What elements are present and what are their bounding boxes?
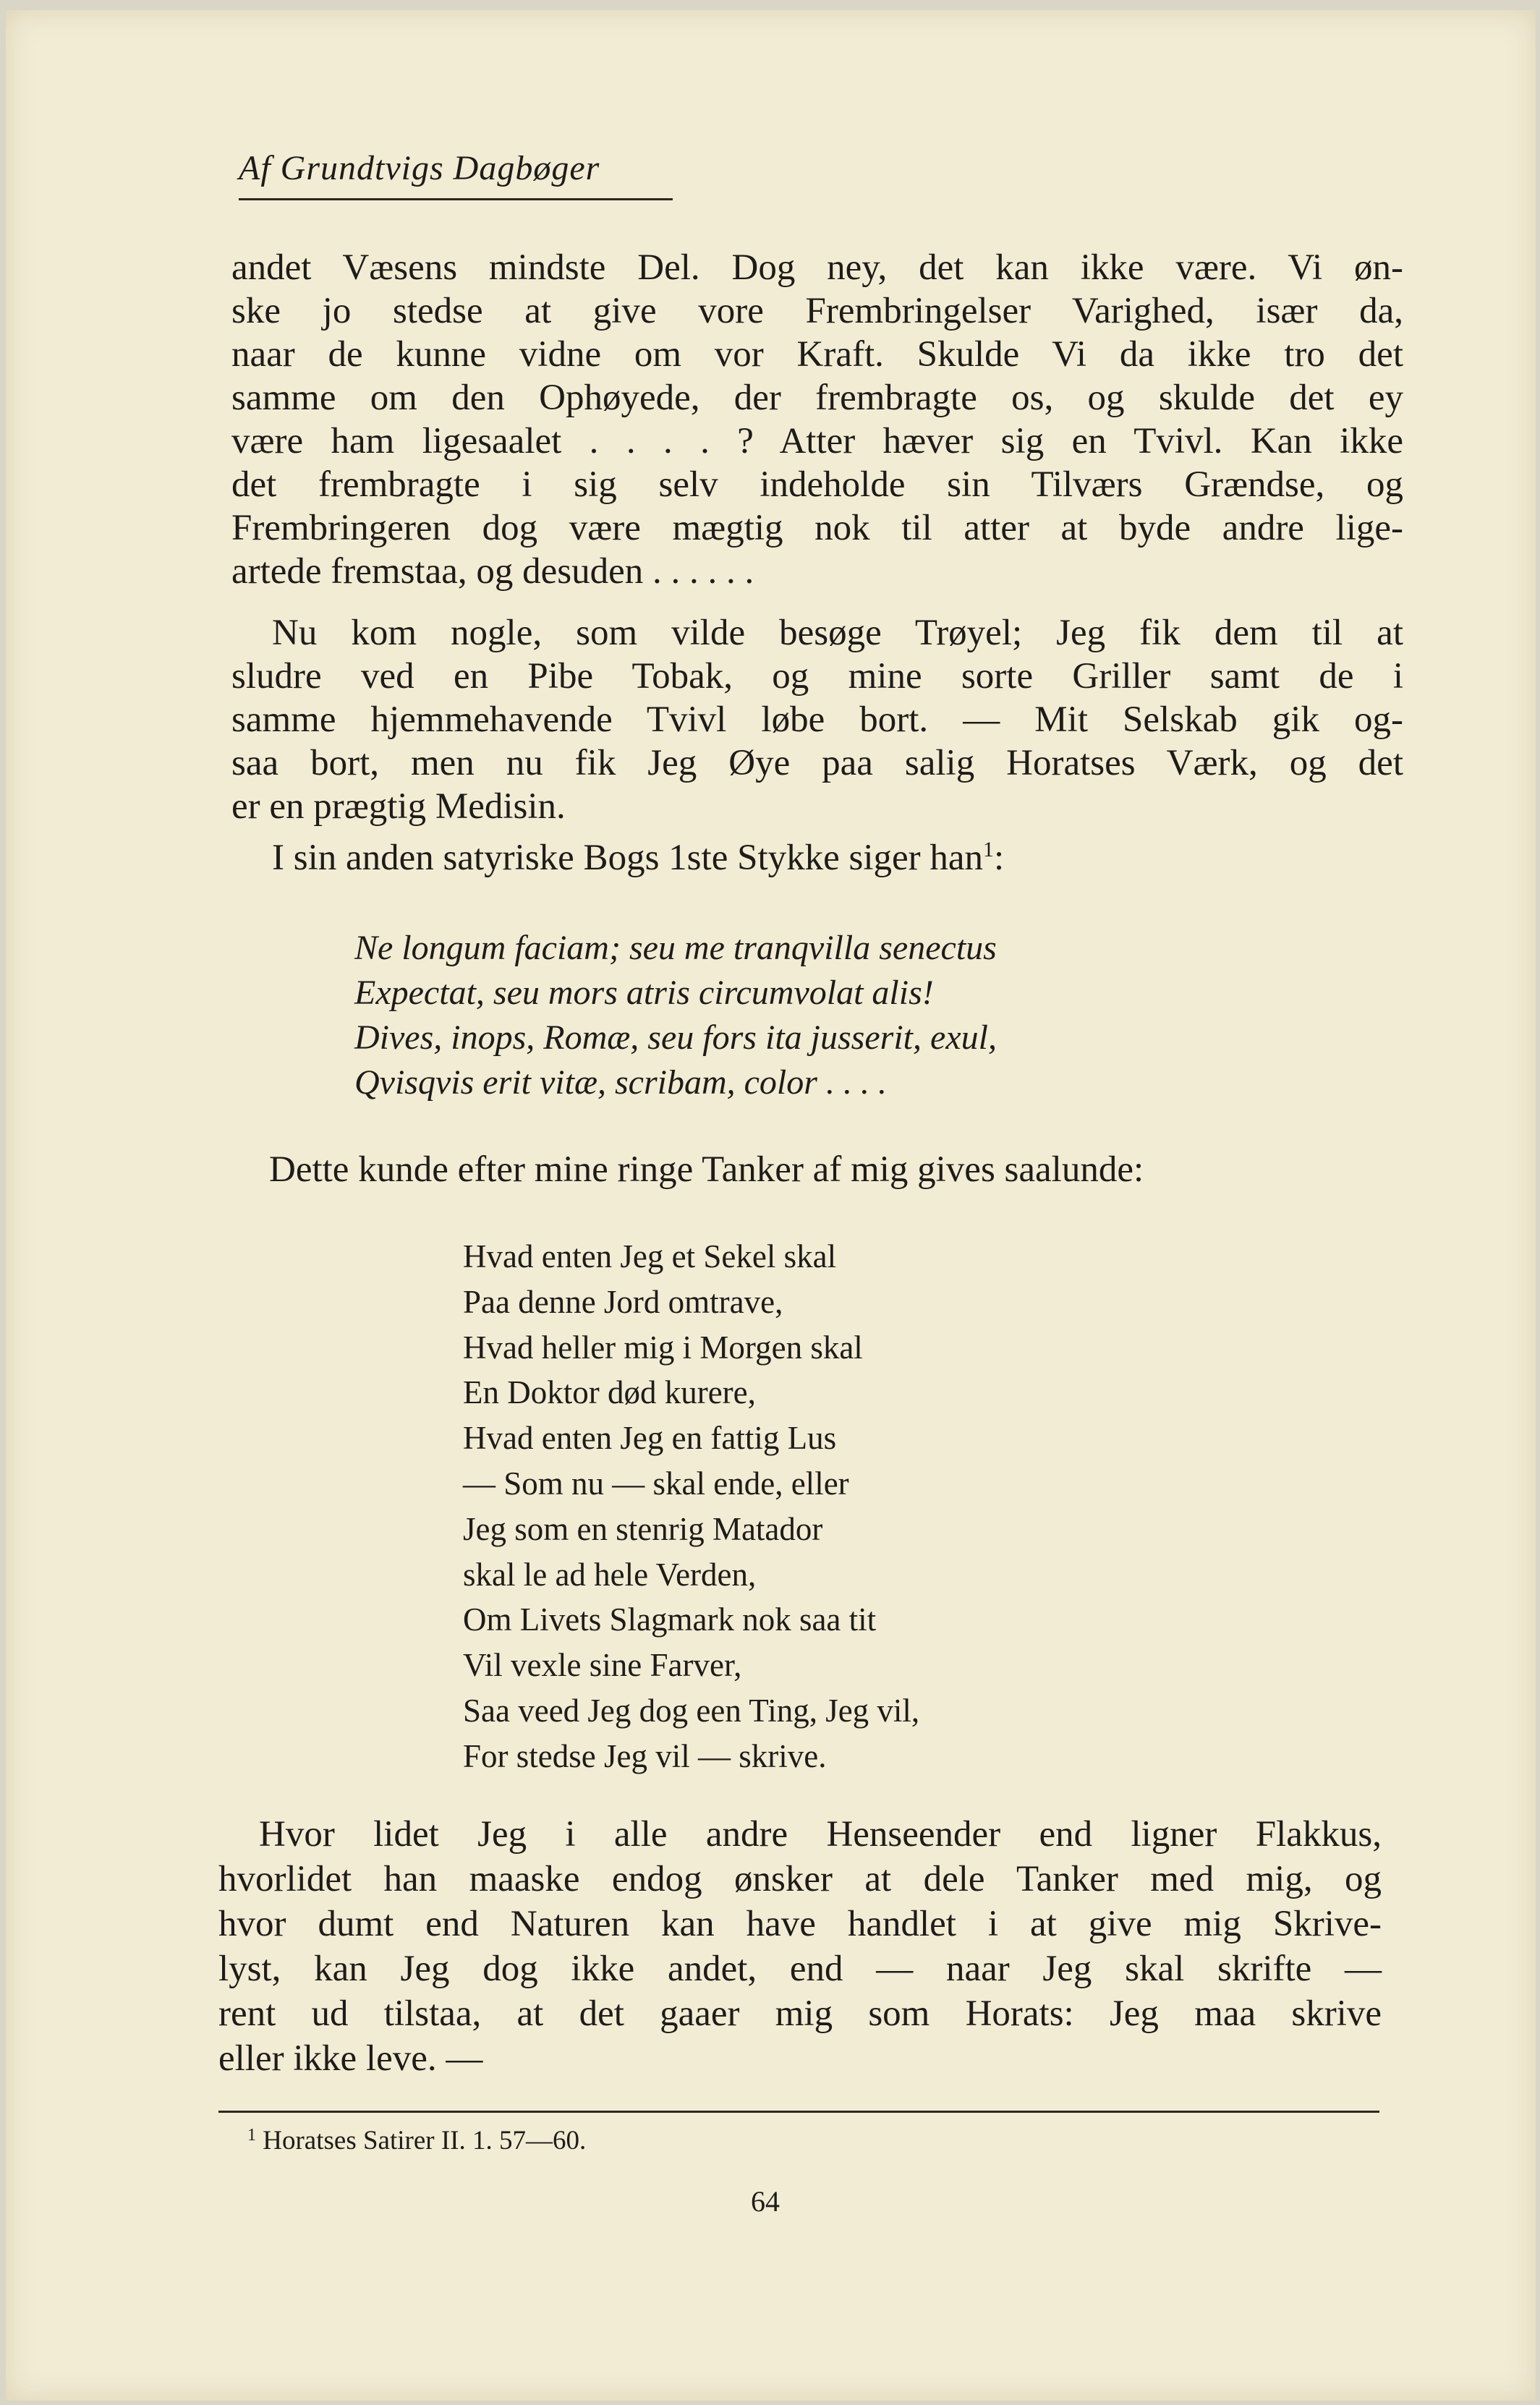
verse-line: Hvad enten Jeg en fattig Lus xyxy=(463,1420,837,1457)
text-line: Hvor lidet Jeg i alle andre Henseender end ligner Flakkus, xyxy=(259,1814,1382,1855)
verse-line: Hvad enten Jeg et Sekel skal xyxy=(463,1238,837,1274)
footnote-reference: 1 xyxy=(983,838,995,861)
paragraph-1 xyxy=(231,246,1403,593)
verse-line: Ne longum faciam; seu me tranqvilla senectus xyxy=(354,929,997,967)
verse-line: En Doktor død kurere, xyxy=(463,1374,756,1411)
verse-line: For stedse Jeg vil — skrive. xyxy=(463,1737,827,1774)
verse-line: — Som nu — skal ende, eller xyxy=(463,1465,849,1502)
page-number: 64 xyxy=(751,2185,780,2218)
verse-line: Qvisqvis erit vitæ, scribam, color . . . . xyxy=(354,1063,887,1102)
text-line: andet Væsens mindste Del. Dog ney, det kan ikke være. Vi øn- xyxy=(231,247,1403,288)
paragraph-2 xyxy=(231,611,1403,878)
text-line: være ham ligesaalet . . . . ? Atter hæver sig en Tvivl. Kan ikke xyxy=(231,421,1403,461)
footnote xyxy=(247,2125,586,2156)
footnote-rule xyxy=(218,2111,1379,2113)
verse-line: skal le ad hele Verden, xyxy=(463,1556,757,1593)
verse-line: Vil vexle sine Farver, xyxy=(463,1647,742,1684)
closing-paragraph xyxy=(218,1812,1382,2081)
text-line: saa bort, men nu fik Jeg Øye paa salig Horatses Værk, og det xyxy=(231,743,1403,783)
text-line: eller ikke leve. — xyxy=(218,2038,483,2079)
text-line: sludre ved en Pibe Tobak, og mine sorte Griller samt de i xyxy=(231,656,1403,697)
text-line: lyst, kan Jeg dog ikke andet, end — naar Jeg skal skrifte — xyxy=(218,1949,1382,1989)
transition-line: Dette kunde efter mine ringe Tanker af mig gives saalunde: xyxy=(269,1149,1144,1190)
verse-line: Paa denne Jord omtrave, xyxy=(463,1283,783,1320)
footnote-text: Horatses Satirer II. 1. 57—60. xyxy=(263,2126,587,2155)
text-line: hvor dumt end Naturen kan have handlet i at give mig Skrive- xyxy=(218,1904,1382,1944)
text-line: Frembringeren dog være mægtig nok til atter at byde andre lige- xyxy=(231,508,1403,548)
verse-line: Dives, inops, Romæ, seu fors ita jusserit, exul, xyxy=(354,1018,997,1057)
text-line: artede fremstaa, og desuden . . . . . . xyxy=(231,551,754,592)
footnote-marker: 1 xyxy=(247,2126,256,2145)
verse-line: Hvad heller mig i Morgen skal xyxy=(463,1329,863,1366)
text-line: samme hjemmehavende Tvivl løbe bort. — Mit Selskab gik og- xyxy=(231,699,1403,740)
latin-verse xyxy=(354,926,997,1105)
text-line: ske jo stedse at give vore Frembringelser Varighed, især da, xyxy=(231,291,1403,331)
text-line: det frembragte i sig selv indeholde sin Tilværs Grændse, og xyxy=(231,464,1403,505)
verse-line: Om Livets Slagmark nok saa tit xyxy=(463,1601,877,1638)
quote-intro-colon: : xyxy=(994,838,1005,878)
running-title: Af Grundtvigs Dagbøger xyxy=(239,149,600,187)
text-line: hvorlidet han maaske endog ønsker at dele Tanker med mig, og xyxy=(218,1859,1382,1899)
text-line: naar de kunne vidne om vor Kraft. Skulde Vi da ikke tro det xyxy=(231,334,1403,375)
danish-verse xyxy=(463,1234,919,1779)
text-line: rent ud tilstaa, at det gaaer mig som Horats: Jeg maa skrive xyxy=(218,1993,1382,2034)
header-rule xyxy=(239,198,673,200)
verse-line: Expectat, seu mors atris circumvolat alis! xyxy=(354,974,934,1012)
text-line: er en prægtig Medisin. xyxy=(231,786,566,827)
verse-line: Saa veed Jeg dog een Ting, Jeg vil, xyxy=(463,1692,920,1729)
text-line-quote-intro xyxy=(231,828,1403,878)
text-line: Nu kom nogle, som vilde besøge Trøyel; Jeg fik dem til at xyxy=(272,613,1403,653)
text-line: samme om den Ophøyede, der frembragte os, og skulde det ey xyxy=(231,378,1403,418)
verse-line: Jeg som en stenrig Matador xyxy=(463,1510,823,1547)
quote-intro-text: I sin anden satyriske Bogs 1ste Stykke siger han xyxy=(272,838,984,878)
